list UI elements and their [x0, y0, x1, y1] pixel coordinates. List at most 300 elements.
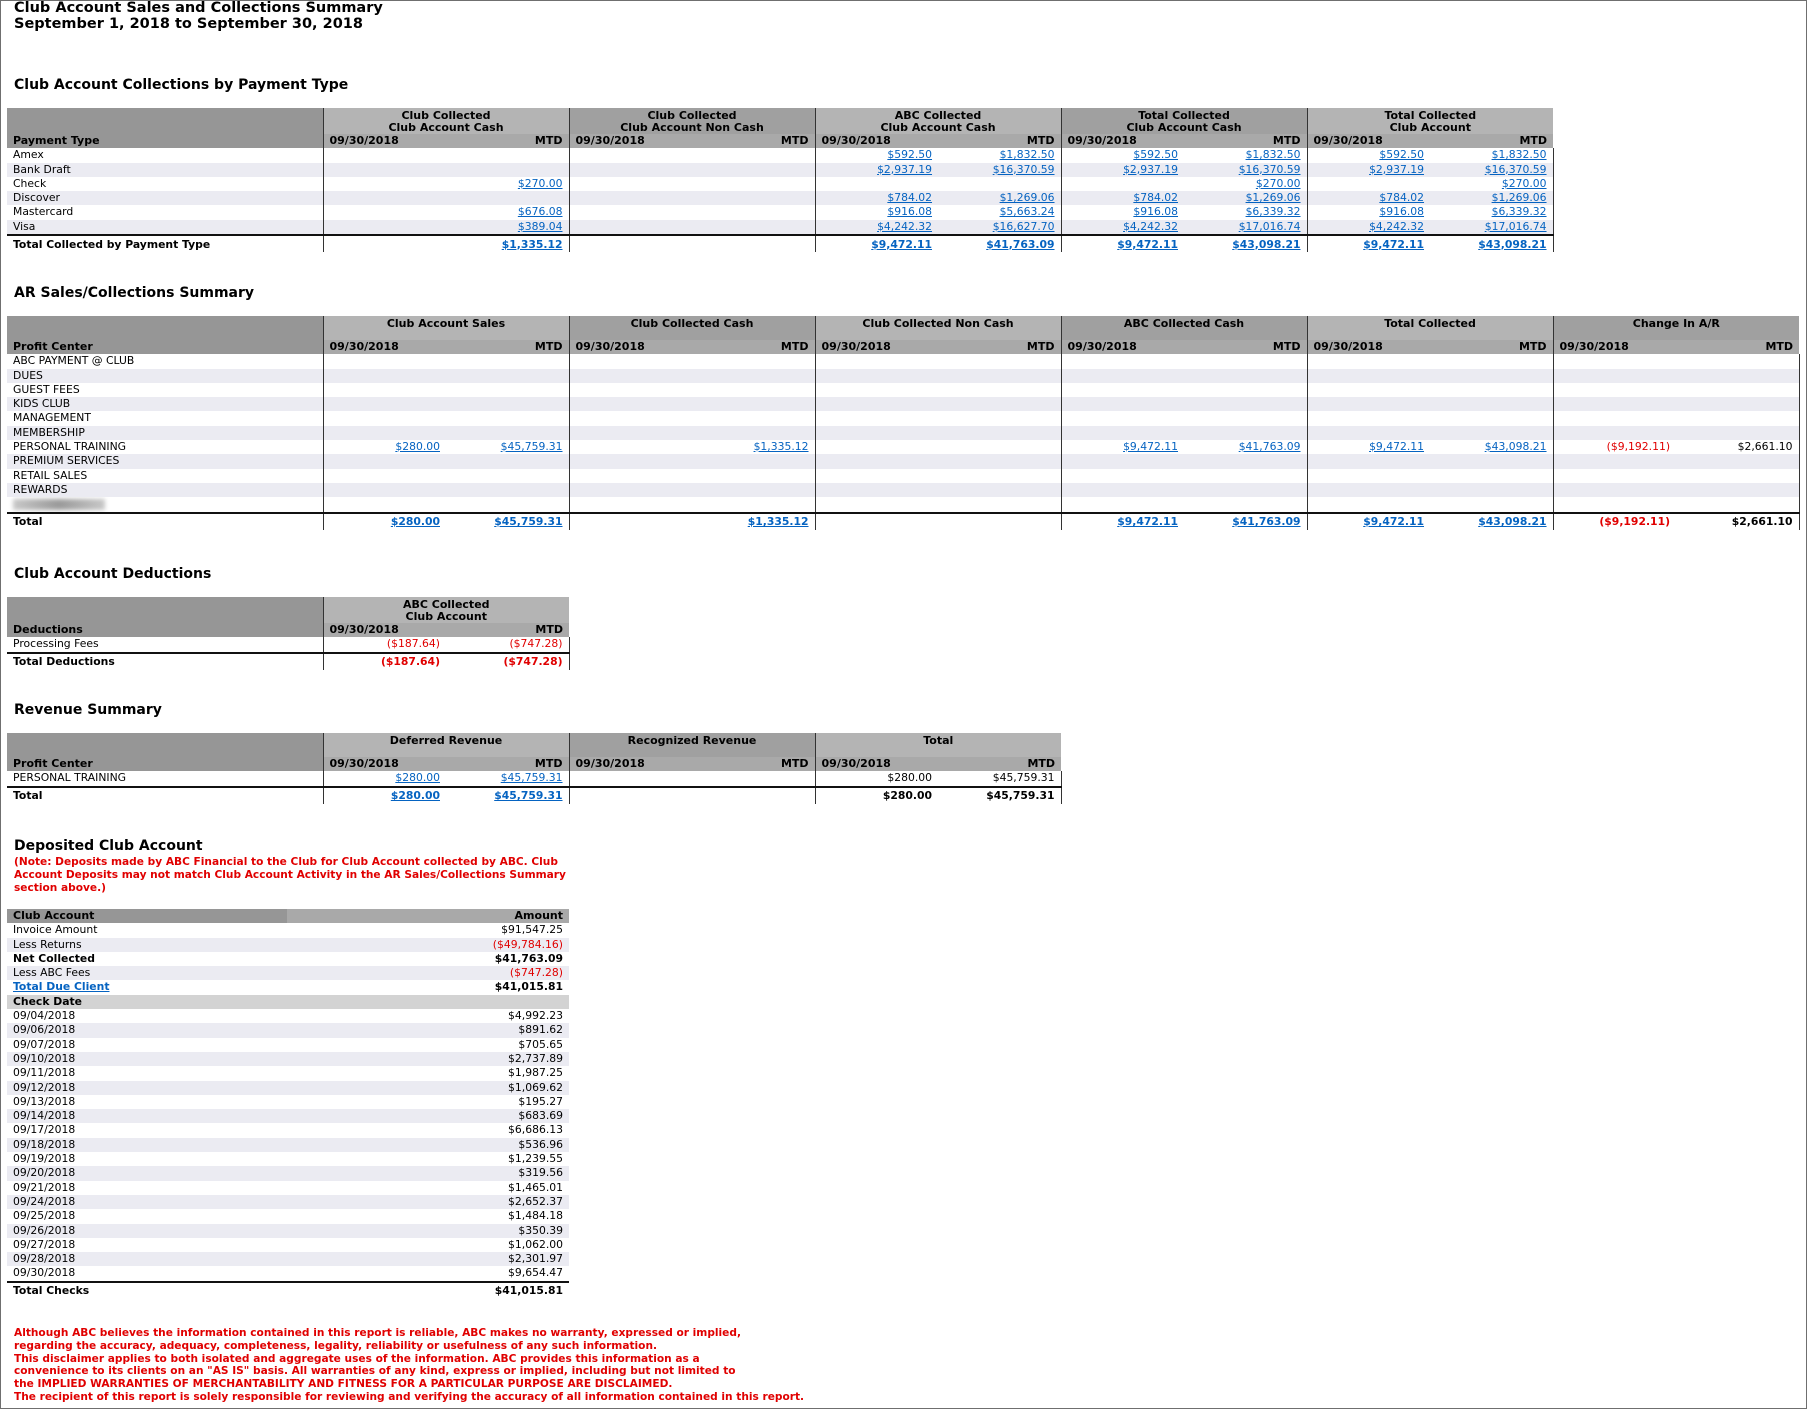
- column-group-header: [323, 316, 569, 340]
- check-date-label-value: Check Date: [13, 994, 83, 1008]
- row-label: [7, 483, 323, 497]
- value-cell: [1676, 440, 1799, 454]
- check-date-value: 09/19/2018: [13, 1152, 76, 1166]
- total-value: [446, 787, 569, 804]
- value-cell-value[interactable]: $916.08: [1133, 205, 1179, 219]
- date-column-header: [569, 340, 692, 354]
- value-cell: [815, 469, 938, 483]
- value-cell: [1430, 383, 1553, 397]
- value-cell: [815, 440, 938, 454]
- check-date-value: 09/20/2018: [13, 1166, 76, 1180]
- value-cell: [1184, 440, 1307, 454]
- value-cell: [1061, 177, 1184, 191]
- value-cell: [1184, 454, 1307, 468]
- value-cell-value[interactable]: $4,242.32: [1123, 219, 1179, 233]
- value-cell-value[interactable]: $17,016.74: [1238, 219, 1301, 233]
- header-row-2: [7, 623, 569, 637]
- data-row: [7, 177, 1553, 191]
- mtd-column-header-value: MTD: [1272, 134, 1301, 147]
- value-cell: [1061, 483, 1184, 497]
- check-date: [7, 1238, 287, 1252]
- value-cell-value[interactable]: $1,832.50: [999, 148, 1055, 162]
- value-cell-value[interactable]: $1,832.50: [1491, 148, 1547, 162]
- value-cell-value[interactable]: $16,370.59: [1238, 162, 1301, 176]
- check-row: [7, 1038, 569, 1052]
- date-column-header-value: 09/30/2018: [329, 134, 399, 147]
- value-cell-value[interactable]: $43,098.21: [1484, 440, 1547, 454]
- value-cell-value[interactable]: $9,472.11: [1123, 440, 1179, 454]
- total-value-value[interactable]: $41,763.09: [986, 237, 1055, 251]
- value-cell-value[interactable]: $270.00: [1255, 176, 1301, 190]
- value-cell: [938, 191, 1061, 205]
- summary-row: [7, 938, 569, 952]
- value-cell: [1553, 397, 1676, 411]
- row-label: [7, 454, 323, 468]
- total-value-value[interactable]: $43,098.21: [1232, 237, 1301, 251]
- check-amount: [287, 1095, 569, 1109]
- total-value: [1061, 235, 1184, 252]
- row-label: [7, 177, 323, 191]
- header-row-1: [7, 597, 569, 623]
- total-value-value[interactable]: $280.00: [390, 789, 440, 803]
- value-cell: [1307, 383, 1430, 397]
- date-column-header: [815, 757, 938, 771]
- group-title: Total Collected: [1138, 109, 1230, 122]
- row-label-value: MANAGEMENT: [13, 411, 91, 425]
- row-label: [7, 411, 323, 425]
- group-title: Club Account Sales: [386, 317, 506, 330]
- summary-value-value: ($49,784.16): [492, 937, 563, 951]
- value-cell: [1184, 369, 1307, 383]
- date-column-header: [1061, 340, 1184, 354]
- mtd-column-header-value: MTD: [1027, 757, 1056, 770]
- value-cell-value[interactable]: $280.00: [395, 771, 440, 785]
- row-label-value: DUES: [13, 368, 43, 382]
- header-row-1: [7, 108, 1553, 134]
- row-label-value: Check: [13, 176, 47, 190]
- total-value-value[interactable]: $45,759.31: [494, 515, 563, 529]
- value-cell-value[interactable]: $270.00: [1501, 176, 1547, 190]
- value-cell: [569, 163, 692, 177]
- summary-row: [7, 966, 569, 980]
- total-value: [938, 235, 1061, 252]
- report-date-range: September 1, 2018 to September 30, 2018: [14, 16, 363, 32]
- group-title: ABC Collected: [402, 598, 490, 611]
- first-column-header-value: Profit Center: [13, 757, 93, 770]
- value-cell: [938, 483, 1061, 497]
- row-label: [7, 220, 323, 235]
- value-cell-value[interactable]: $17,016.74: [1484, 219, 1547, 233]
- value-cell: [1676, 426, 1799, 440]
- value-cell: [1184, 191, 1307, 205]
- value-cell: [1553, 369, 1676, 383]
- value-cell-value[interactable]: $16,370.59: [992, 162, 1055, 176]
- total-value-value[interactable]: $45,759.31: [494, 789, 563, 803]
- value-cell-value[interactable]: $784.02: [887, 191, 933, 205]
- value-cell: [1430, 191, 1553, 205]
- check-date-value: 09/13/2018: [13, 1094, 76, 1108]
- mtd-column-header: [446, 340, 569, 354]
- check-amount-value: $1,069.62: [508, 1080, 563, 1094]
- row-label-value: PREMIUM SERVICES: [13, 454, 120, 468]
- total-row: [7, 653, 569, 670]
- value-cell: [1061, 205, 1184, 219]
- check-date: [7, 1095, 287, 1109]
- value-cell: [1307, 354, 1430, 368]
- total-value-value[interactable]: $1,335.12: [747, 515, 809, 529]
- mtd-column-header: [1676, 340, 1799, 354]
- header-row-2: [7, 134, 1553, 148]
- value-cell: [569, 411, 692, 425]
- data-row: [7, 205, 1553, 219]
- total-label: [7, 653, 323, 670]
- value-cell: [1553, 440, 1676, 454]
- column-group-header: [815, 733, 1061, 757]
- value-cell-value[interactable]: $9,472.11: [1369, 440, 1425, 454]
- date-column-header: [323, 757, 446, 771]
- check-amount: [287, 1166, 569, 1180]
- value-cell: [692, 440, 815, 454]
- check-date: [7, 1181, 287, 1195]
- mtd-column-header-value: MTD: [1026, 134, 1055, 147]
- check-date: [7, 1109, 287, 1123]
- value-cell: [446, 469, 569, 483]
- value-cell: [938, 397, 1061, 411]
- check-date-value: 09/28/2018: [13, 1252, 76, 1266]
- value-cell-value[interactable]: $916.08: [887, 205, 933, 219]
- value-cell: [446, 426, 569, 440]
- check-date: [7, 1152, 287, 1166]
- check-date: [7, 1209, 287, 1223]
- row-label-value: Mastercard: [13, 205, 74, 219]
- value-cell: [1184, 205, 1307, 219]
- total-label-value: Total: [13, 515, 43, 529]
- check-amount-value: $1,484.18: [508, 1209, 563, 1223]
- value-cell: [938, 369, 1061, 383]
- value-cell: [1430, 369, 1553, 383]
- date-column-header: [1307, 134, 1430, 148]
- mtd-column-header-value: MTD: [1765, 340, 1794, 353]
- value-cell: [446, 454, 569, 468]
- group-subtitle: Club Account Cash: [388, 121, 504, 134]
- check-amount: [287, 1238, 569, 1252]
- value-cell-value[interactable]: $45,759.31: [500, 440, 563, 454]
- value-cell: [569, 497, 692, 512]
- value-cell: [1553, 497, 1676, 512]
- mtd-column-header-value: MTD: [535, 623, 564, 636]
- total-value: [1184, 513, 1307, 530]
- summary-label-value[interactable]: Total Due Client: [13, 980, 110, 994]
- check-date: [7, 1009, 287, 1023]
- value-cell-value[interactable]: $1,269.06: [1491, 191, 1547, 205]
- value-cell-value[interactable]: $5,663.24: [999, 205, 1055, 219]
- mtd-column-header-value: MTD: [1519, 134, 1548, 147]
- total-value-value[interactable]: $9,472.11: [1363, 237, 1425, 251]
- value-cell: [692, 771, 815, 786]
- value-cell-value[interactable]: $4,242.32: [877, 219, 933, 233]
- value-cell: [323, 177, 446, 191]
- value-cell: [1184, 354, 1307, 368]
- total-value: [446, 513, 569, 530]
- value-cell-value[interactable]: $2,937.19: [877, 162, 933, 176]
- value-cell: [692, 426, 815, 440]
- value-cell: [692, 369, 815, 383]
- value-cell: [1307, 497, 1430, 512]
- mtd-column-header: [938, 757, 1061, 771]
- row-label-value: KIDS CLUB: [13, 397, 71, 411]
- section-title-ar-summary: AR Sales/Collections Summary: [14, 285, 255, 301]
- value-cell-value: ($187.64): [386, 637, 440, 651]
- value-cell: [1061, 397, 1184, 411]
- date-column-header-value: 09/30/2018: [329, 623, 399, 636]
- value-cell-value[interactable]: $280.00: [395, 440, 440, 454]
- total-value: [569, 513, 692, 530]
- value-cell: [692, 354, 815, 368]
- value-cell: [1307, 469, 1430, 483]
- value-cell-value[interactable]: $2,937.19: [1369, 162, 1425, 176]
- value-cell: [815, 771, 938, 786]
- value-cell: [1307, 411, 1430, 425]
- column-group-header: [569, 316, 815, 340]
- value-cell: [815, 354, 938, 368]
- value-cell: [692, 397, 815, 411]
- value-cell: [446, 191, 569, 205]
- total-value: [1184, 235, 1307, 252]
- summary-value: [287, 938, 569, 952]
- value-cell-value[interactable]: $6,339.32: [1245, 205, 1301, 219]
- value-cell: [569, 369, 692, 383]
- value-cell: [1307, 440, 1430, 454]
- check-amount-value: $1,062.00: [508, 1237, 563, 1251]
- summary-label: [7, 923, 287, 937]
- check-date: [7, 1052, 287, 1066]
- check-row: [7, 1023, 569, 1037]
- total-value-value[interactable]: $9,472.11: [871, 237, 933, 251]
- group-subtitle: Club Account Non Cash: [620, 121, 764, 134]
- value-cell: [1061, 220, 1184, 235]
- value-cell-value[interactable]: $1,832.50: [1245, 148, 1301, 162]
- disclaimer-text: Although ABC believes the information contained in this report is reliable, ABC makes no warranty, expressed or implied, regarding the accuracy, adequacy, completeness, legality, reliability or usefulness of any such information. This disclaimer applies to both isolated and aggregate uses of the information. ABC provides this information as a convenience to its clients on an "AS IS" basis. All warranties of any kind, express or implied, including but not limited to the IMPLIED WARRANTIES OF MERCHANTABILITY AND FITNESS FOR A PARTICULAR PURPOSE ARE DISCLAIMED. The recipient of this report is solely responsible for reviewing and verifying the accuracy of all information contained in this report.: [14, 1327, 805, 1403]
- total-row: [7, 513, 1799, 530]
- check-row: [7, 1109, 569, 1123]
- value-cell: [1430, 454, 1553, 468]
- check-amount-value: $6,686.13: [508, 1123, 563, 1137]
- check-amount: [287, 1038, 569, 1052]
- mtd-column-header: [446, 134, 569, 148]
- row-label-value: Visa: [13, 219, 36, 233]
- value-cell: [815, 369, 938, 383]
- value-cell: [815, 148, 938, 162]
- revenue-summary-table: [7, 733, 1062, 804]
- value-cell-value[interactable]: $916.08: [1379, 205, 1425, 219]
- deposited-club-account-table: [7, 909, 569, 1299]
- date-column-header-value: 09/30/2018: [1559, 340, 1629, 353]
- check-row: [7, 1081, 569, 1095]
- value-cell: [1061, 383, 1184, 397]
- total-value-value[interactable]: $43,098.21: [1478, 515, 1547, 529]
- value-cell: [446, 411, 569, 425]
- data-row: [7, 369, 1799, 383]
- section-title-deductions: Club Account Deductions: [14, 566, 212, 582]
- check-date-value: 09/25/2018: [13, 1209, 76, 1223]
- check-date-value: 09/21/2018: [13, 1180, 76, 1194]
- check-row: [7, 1138, 569, 1152]
- value-cell: [938, 354, 1061, 368]
- value-cell: [1061, 454, 1184, 468]
- summary-label-value: Net Collected: [13, 951, 95, 965]
- group-title: ABC Collected Cash: [1123, 317, 1245, 330]
- total-value-value[interactable]: $41,763.09: [1232, 515, 1301, 529]
- value-cell: [938, 383, 1061, 397]
- value-cell: [1430, 163, 1553, 177]
- value-cell: [692, 469, 815, 483]
- value-cell: [1307, 483, 1430, 497]
- total-value: [569, 235, 692, 252]
- total-value-value[interactable]: $280.00: [390, 515, 440, 529]
- value-cell: [1061, 426, 1184, 440]
- value-cell: [1184, 411, 1307, 425]
- value-cell: [1430, 469, 1553, 483]
- total-value: [323, 787, 446, 804]
- value-cell: [323, 354, 446, 368]
- row-label-value: Bank Draft: [13, 162, 71, 176]
- mtd-column-header-value: MTD: [780, 757, 809, 770]
- value-cell-value[interactable]: $1,269.06: [999, 191, 1055, 205]
- value-cell: [569, 469, 692, 483]
- value-cell: [1430, 220, 1553, 235]
- data-row: [7, 426, 1799, 440]
- row-label: [7, 440, 323, 454]
- total-value: [692, 235, 815, 252]
- group-title: Change In A/R: [1632, 317, 1720, 330]
- value-cell: [1061, 354, 1184, 368]
- column-group-header: [815, 316, 1061, 340]
- value-cell-value[interactable]: $16,627.70: [992, 219, 1055, 233]
- value-cell-value[interactable]: $2,937.19: [1123, 162, 1179, 176]
- total-label-value: Total: [13, 789, 43, 803]
- value-cell-value[interactable]: $6,339.32: [1491, 205, 1547, 219]
- row-label: [7, 469, 323, 483]
- value-cell: [692, 205, 815, 219]
- row-label-value: ABC PAYMENT @ CLUB: [13, 354, 135, 368]
- check-row: [7, 1166, 569, 1180]
- data-row: [7, 637, 569, 652]
- value-cell: [1307, 163, 1430, 177]
- value-cell-value: $2,661.10: [1737, 440, 1793, 454]
- value-cell: [323, 383, 446, 397]
- value-cell: [1184, 148, 1307, 162]
- value-cell: [1307, 397, 1430, 411]
- mtd-column-header: [1430, 340, 1553, 354]
- value-cell-value[interactable]: $784.02: [1133, 191, 1179, 205]
- check-amount-value: $1,239.55: [508, 1152, 563, 1166]
- header-row: [7, 909, 569, 923]
- value-cell: [569, 354, 692, 368]
- check-row: [7, 1252, 569, 1266]
- value-cell: [446, 354, 569, 368]
- value-cell-value[interactable]: $784.02: [1379, 191, 1425, 205]
- total-value: [815, 787, 938, 804]
- header-corner: [7, 108, 323, 134]
- summary-value: [287, 952, 569, 966]
- check-amount: [287, 1066, 569, 1080]
- value-cell-value[interactable]: $4,242.32: [1369, 219, 1425, 233]
- group-title: Club Account: [405, 610, 487, 623]
- value-cell-value: $45,759.31: [992, 771, 1055, 785]
- group-title: Total: [923, 734, 954, 747]
- column-group-header: [569, 733, 815, 757]
- value-cell-value[interactable]: $389.04: [517, 219, 563, 233]
- value-cell-value[interactable]: $270.00: [517, 176, 563, 190]
- value-cell-value[interactable]: $592.50: [887, 148, 933, 162]
- value-cell: [692, 454, 815, 468]
- check-row: [7, 1181, 569, 1195]
- total-row: [7, 235, 1553, 252]
- value-cell: [1184, 220, 1307, 235]
- total-value-value[interactable]: $43,098.21: [1478, 237, 1547, 251]
- total-value-value[interactable]: $1,335.12: [501, 237, 563, 251]
- value-cell: [938, 205, 1061, 219]
- date-column-header-value: 09/30/2018: [1067, 134, 1137, 147]
- row-label-value: Amex: [13, 148, 44, 162]
- value-cell-value[interactable]: $16,370.59: [1484, 162, 1547, 176]
- date-column-header: [323, 340, 446, 354]
- mtd-column-header: [692, 134, 815, 148]
- total-value-value[interactable]: $9,472.11: [1117, 237, 1179, 251]
- data-row: [7, 163, 1553, 177]
- value-cell: [692, 383, 815, 397]
- value-cell: [1553, 411, 1676, 425]
- value-cell: [323, 191, 446, 205]
- value-cell: [692, 497, 815, 512]
- value-cell: [323, 637, 446, 652]
- row-label: [7, 205, 323, 219]
- value-cell: [1184, 397, 1307, 411]
- check-amount-value: $891.62: [518, 1023, 563, 1037]
- row-label: [7, 383, 323, 397]
- value-cell: [1553, 454, 1676, 468]
- value-cell-value[interactable]: $592.50: [1133, 148, 1179, 162]
- data-row: [7, 771, 1061, 786]
- value-cell: [1061, 148, 1184, 162]
- value-cell: [815, 397, 938, 411]
- mtd-column-header-value: MTD: [534, 340, 563, 353]
- total-value-value[interactable]: $9,472.11: [1117, 515, 1179, 529]
- header-row-1: [7, 733, 1061, 757]
- value-cell-value[interactable]: $676.08: [517, 205, 563, 219]
- value-cell-value[interactable]: $1,269.06: [1245, 191, 1301, 205]
- value-cell-value[interactable]: $45,759.31: [500, 771, 563, 785]
- value-cell: [1553, 426, 1676, 440]
- check-date: [7, 1138, 287, 1152]
- value-cell: [569, 426, 692, 440]
- value-cell: [446, 771, 569, 786]
- row-label-value: REWARDS: [13, 482, 68, 496]
- row-label-value: GUEST FEES: [13, 382, 80, 396]
- first-column-header-value: Payment Type: [13, 134, 100, 147]
- value-cell: [1676, 454, 1799, 468]
- value-cell-value[interactable]: $592.50: [1379, 148, 1425, 162]
- column-group-header: [1307, 316, 1553, 340]
- collections-by-payment-type-table: [7, 108, 1554, 252]
- date-column-header-value: 09/30/2018: [329, 340, 399, 353]
- total-value-value: $41,015.81: [494, 1284, 563, 1298]
- value-cell-value[interactable]: $41,763.09: [1238, 440, 1301, 454]
- value-cell-value[interactable]: $1,335.12: [753, 440, 809, 454]
- column-group-header: [323, 108, 569, 134]
- check-amount: [287, 1138, 569, 1152]
- total-value-value[interactable]: $9,472.11: [1363, 515, 1425, 529]
